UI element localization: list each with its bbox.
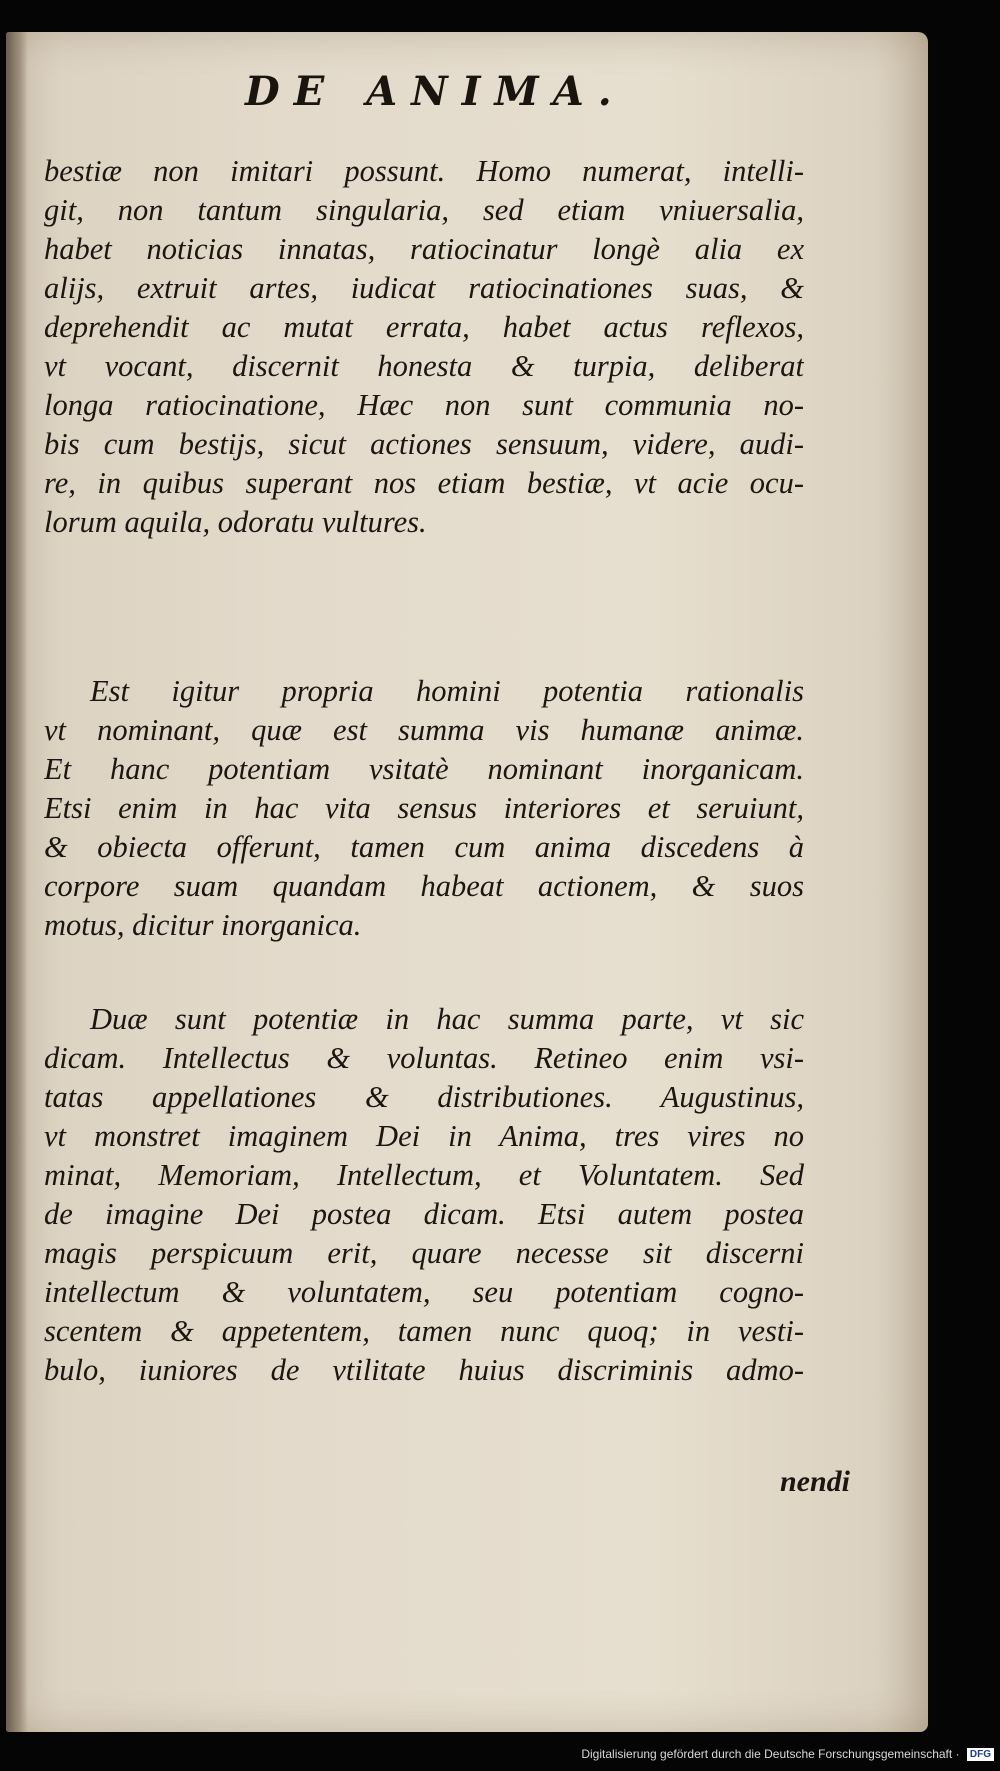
- text-line: minat, Memoriam, Intellectum, et Voluntatem. Sed: [44, 1158, 804, 1192]
- text-line: alijs, extruit artes, iudicat ratiocinationes suas, &: [44, 271, 804, 305]
- text-line: Duæ sunt potentiæ in hac summa parte, vt sic: [90, 1002, 804, 1036]
- text-line: vt monstret imaginem Dei in Anima, tres vires no: [44, 1119, 804, 1153]
- running-head: DE ANIMA.: [245, 68, 626, 115]
- text-line: git, non tantum singularia, sed etiam vniuersalia,: [44, 193, 804, 227]
- page-spine-shadow: [6, 32, 28, 1732]
- text-line: intellectum & voluntatem, seu potentiam cogno-: [44, 1275, 804, 1309]
- paragraph-3: [44, 1000, 804, 1390]
- text-line: & obiecta offerunt, tamen cum anima discedens à: [44, 830, 804, 864]
- text-line: vt nominant, quæ est summa vis humanæ animæ.: [44, 713, 804, 747]
- dfg-logo-icon: DFG: [967, 1748, 994, 1761]
- text-line: scentem & appetentem, tamen nunc quoq; in vesti-: [44, 1314, 804, 1348]
- paragraph-2: [44, 672, 804, 945]
- text-line: bestiæ non imitari possunt. Homo numerat, intelli-: [44, 154, 804, 188]
- digitization-credit: [581, 1747, 994, 1761]
- text-line: re, in quibus superant nos etiam bestiæ, vt acie ocu-: [44, 466, 804, 500]
- text-line: Est igitur propria homini potentia rationalis: [90, 674, 804, 708]
- paragraph-1: [44, 152, 804, 542]
- credit-text: Digitalisierung gefördert durch die Deutsche Forschungsgemeinschaft ·: [581, 1746, 960, 1761]
- text-line: longa ratiocinatione, Hæc non sunt communia no-: [44, 388, 804, 422]
- text-line: bis cum bestijs, sicut actiones sensuum, videre, audi-: [44, 427, 804, 461]
- text-line: dicam. Intellectus & voluntas. Retineo enim vsi-: [44, 1041, 804, 1075]
- text-line: magis perspicuum erit, quare necesse sit discerni: [44, 1236, 804, 1270]
- text-line: tatas appellationes & distributiones. Augustinus,: [44, 1080, 804, 1114]
- text-line: Etsi enim in hac vita sensus interiores et seruiunt,: [44, 791, 804, 825]
- text-line: vt vocant, discernit honesta & turpia, deliberat: [44, 349, 804, 383]
- text-line: motus, dicitur inorganica.: [44, 908, 362, 942]
- text-line: lorum aquila, odoratu vultures.: [44, 505, 427, 539]
- text-line: Et hanc potentiam vsitatè nominant inorganicam.: [44, 752, 804, 786]
- text-line: corpore suam quandam habeat actionem, & suos: [44, 869, 804, 903]
- catchword: nendi: [779, 1465, 850, 1498]
- text-line: bulo, iuniores de vtilitate huius discriminis admo-: [44, 1353, 804, 1387]
- text-line: habet noticias innatas, ratiocinatur longè alia ex: [44, 232, 804, 266]
- text-line: de imagine Dei postea dicam. Etsi autem postea: [44, 1197, 804, 1231]
- text-line: deprehendit ac mutat errata, habet actus reflexos,: [44, 310, 804, 344]
